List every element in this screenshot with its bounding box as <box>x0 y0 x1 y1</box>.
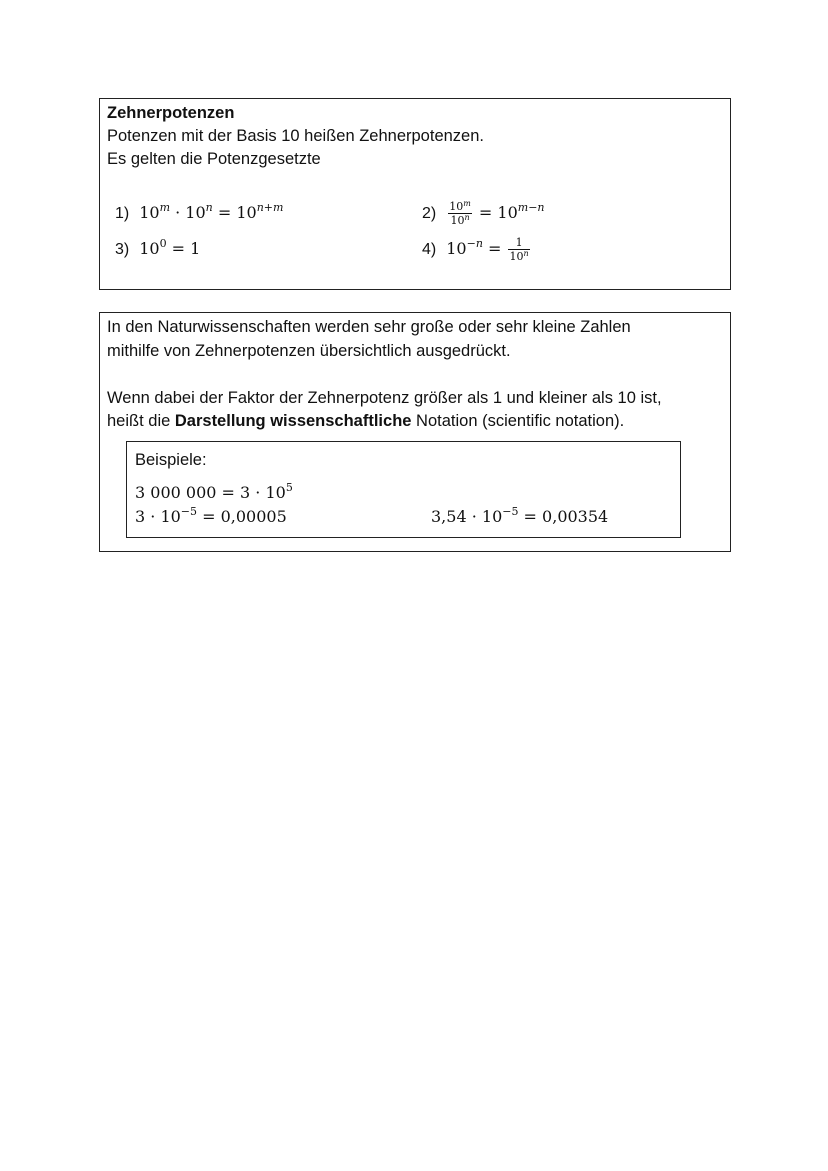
law-3: 3) $10^0 = 1$ <box>115 237 201 258</box>
paragraph-2-text: heißt die <box>107 412 175 430</box>
paragraph-1-line-1: In den Naturwissenschaften werden sehr große oder sehr kleine Zahlen <box>107 318 631 336</box>
example-1: 3 000 $000 = 3 \cdot 10^5$ <box>135 481 293 502</box>
example-3: $3,54 \cdot 10^{-5} = 0,00354$ <box>431 505 609 526</box>
law-3-number: 3) <box>115 241 130 258</box>
law-4: 4) $10^{-n}$ = $\frac{1}{10^n}$ <box>422 236 529 263</box>
law-4-number: 4) <box>422 241 437 258</box>
law-2: 2) $\frac{10^m}{10^n}$ = $10^{m-n}$ <box>422 199 545 227</box>
box-title: Zehnerpotenzen <box>107 104 235 122</box>
paragraph-2-text-end: Notation (scientific notation). <box>411 412 625 430</box>
intro-line-1: Potenzen mit der Basis 10 heißen Zehnerpotenzen. <box>107 127 484 145</box>
law-1: 1) $10^m \cdot 10^n = 10^{n+m}$ <box>115 201 284 222</box>
example-2: $3 \cdot 10^{-5} = 0,00005$ <box>135 505 287 526</box>
paragraph-1-line-2: mithilfe von Zehnerpotenzen übersichtlich ausgedrückt. <box>107 342 511 360</box>
law-1-number: 1) <box>115 205 130 222</box>
intro-line-2: Es gelten die Potenzgesetzte <box>107 150 321 168</box>
law-4-fraction: $\frac{1}{10^n}$ <box>509 236 529 263</box>
law-2-fraction: $\frac{10^m}{10^n}$ <box>449 199 471 227</box>
paragraph-2-line-2 <box>107 410 624 432</box>
paragraph-2-bold-term: Darstellung wissenschaftliche <box>174 412 412 430</box>
law-2-number: 2) <box>422 205 437 222</box>
paragraph-2-line-1: Wenn dabei der Faktor der Zehnerpotenz größer als 1 und kleiner als 10 ist, <box>107 389 662 407</box>
examples-heading: Beispiele: <box>135 451 207 469</box>
